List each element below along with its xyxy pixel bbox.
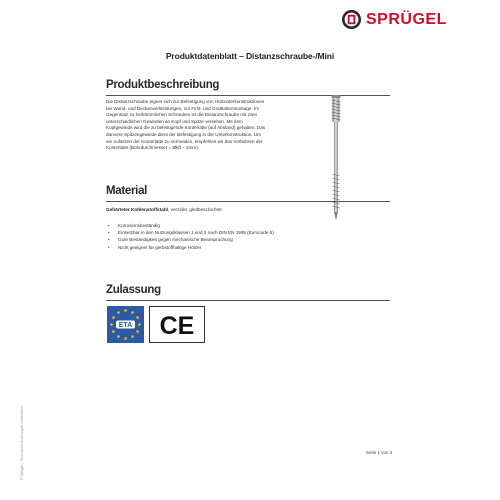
brand-logo [341,9,447,30]
list-item: • Nicht geeignet für gerbstoffhaltige Hölzer [106,244,274,251]
brand-name: SPRÜGEL [366,10,447,28]
section-divider [106,201,390,202]
description-line: Die Distanzschraube eignet sich zur Befestigung von Holzunterkonstruktionen [106,99,265,104]
material-description [106,207,222,212]
eta-certification-icon [107,306,144,343]
document-title: Produktdatenblatt – Distanzschraube-/Mini [165,51,335,61]
eta-label: ETA [118,322,133,329]
section-heading-description: Produktbeschreibung [106,79,220,91]
description-line: Konterlatte (Bohrdurchmesser = Økft – 2mm). [106,145,200,151]
material-name: Gehärteter Kohlenstoffstahl [106,207,168,212]
material-features-list [106,222,274,251]
list-item: • Korrosionsbeständig [106,222,274,229]
description-line: bei Wand- und Deckenverkleidungen, zur First- und Grattlattenmontage. Im [106,105,260,111]
description-line: dünnere Spitzengewinde dient der Befestigung in der Unterkonstruktion. Um [106,131,262,137]
page-number: Seite 1 von 3 [366,450,393,455]
list-item: • Gute Beständigkeit gegen mechanische Beanspruchung [106,236,274,243]
section-heading-material: Material [106,185,148,197]
ce-label: CE [159,312,195,340]
description-line: Gegensatz zu herkömmlichen Schrauben ist die Distanzschraube mit zwei [106,112,257,118]
side-note: © Sprügel – Technische Änderungen vorbehalten [20,406,24,480]
section-divider [106,300,390,301]
description-line: unterschiedlichen Gewinden an Kopf und Spitze versehen. Mit dem [106,118,243,124]
sprugel-logo-icon [341,9,362,30]
description-line: Kopfgewinde wird die zu befestigende Konterlatte (auf Abstand) gehalten. Das [106,125,266,131]
description-line: ein Aufsitzen der Konterlatte zu vermeiden, empfehlen wir das Vorbohren der [106,138,263,144]
material-properties: , verzinkt, gleitbeschichtet [168,207,222,212]
section-heading-approval: Zulassung [106,284,161,296]
ce-mark-icon [149,306,205,343]
list-item: • Einsetzbar in den Nutzungsklassen 1 und 2 nach DIN EN 1995 (Eurocode 5) [106,229,274,236]
section-divider [106,95,390,96]
description-paragraph [106,99,302,152]
